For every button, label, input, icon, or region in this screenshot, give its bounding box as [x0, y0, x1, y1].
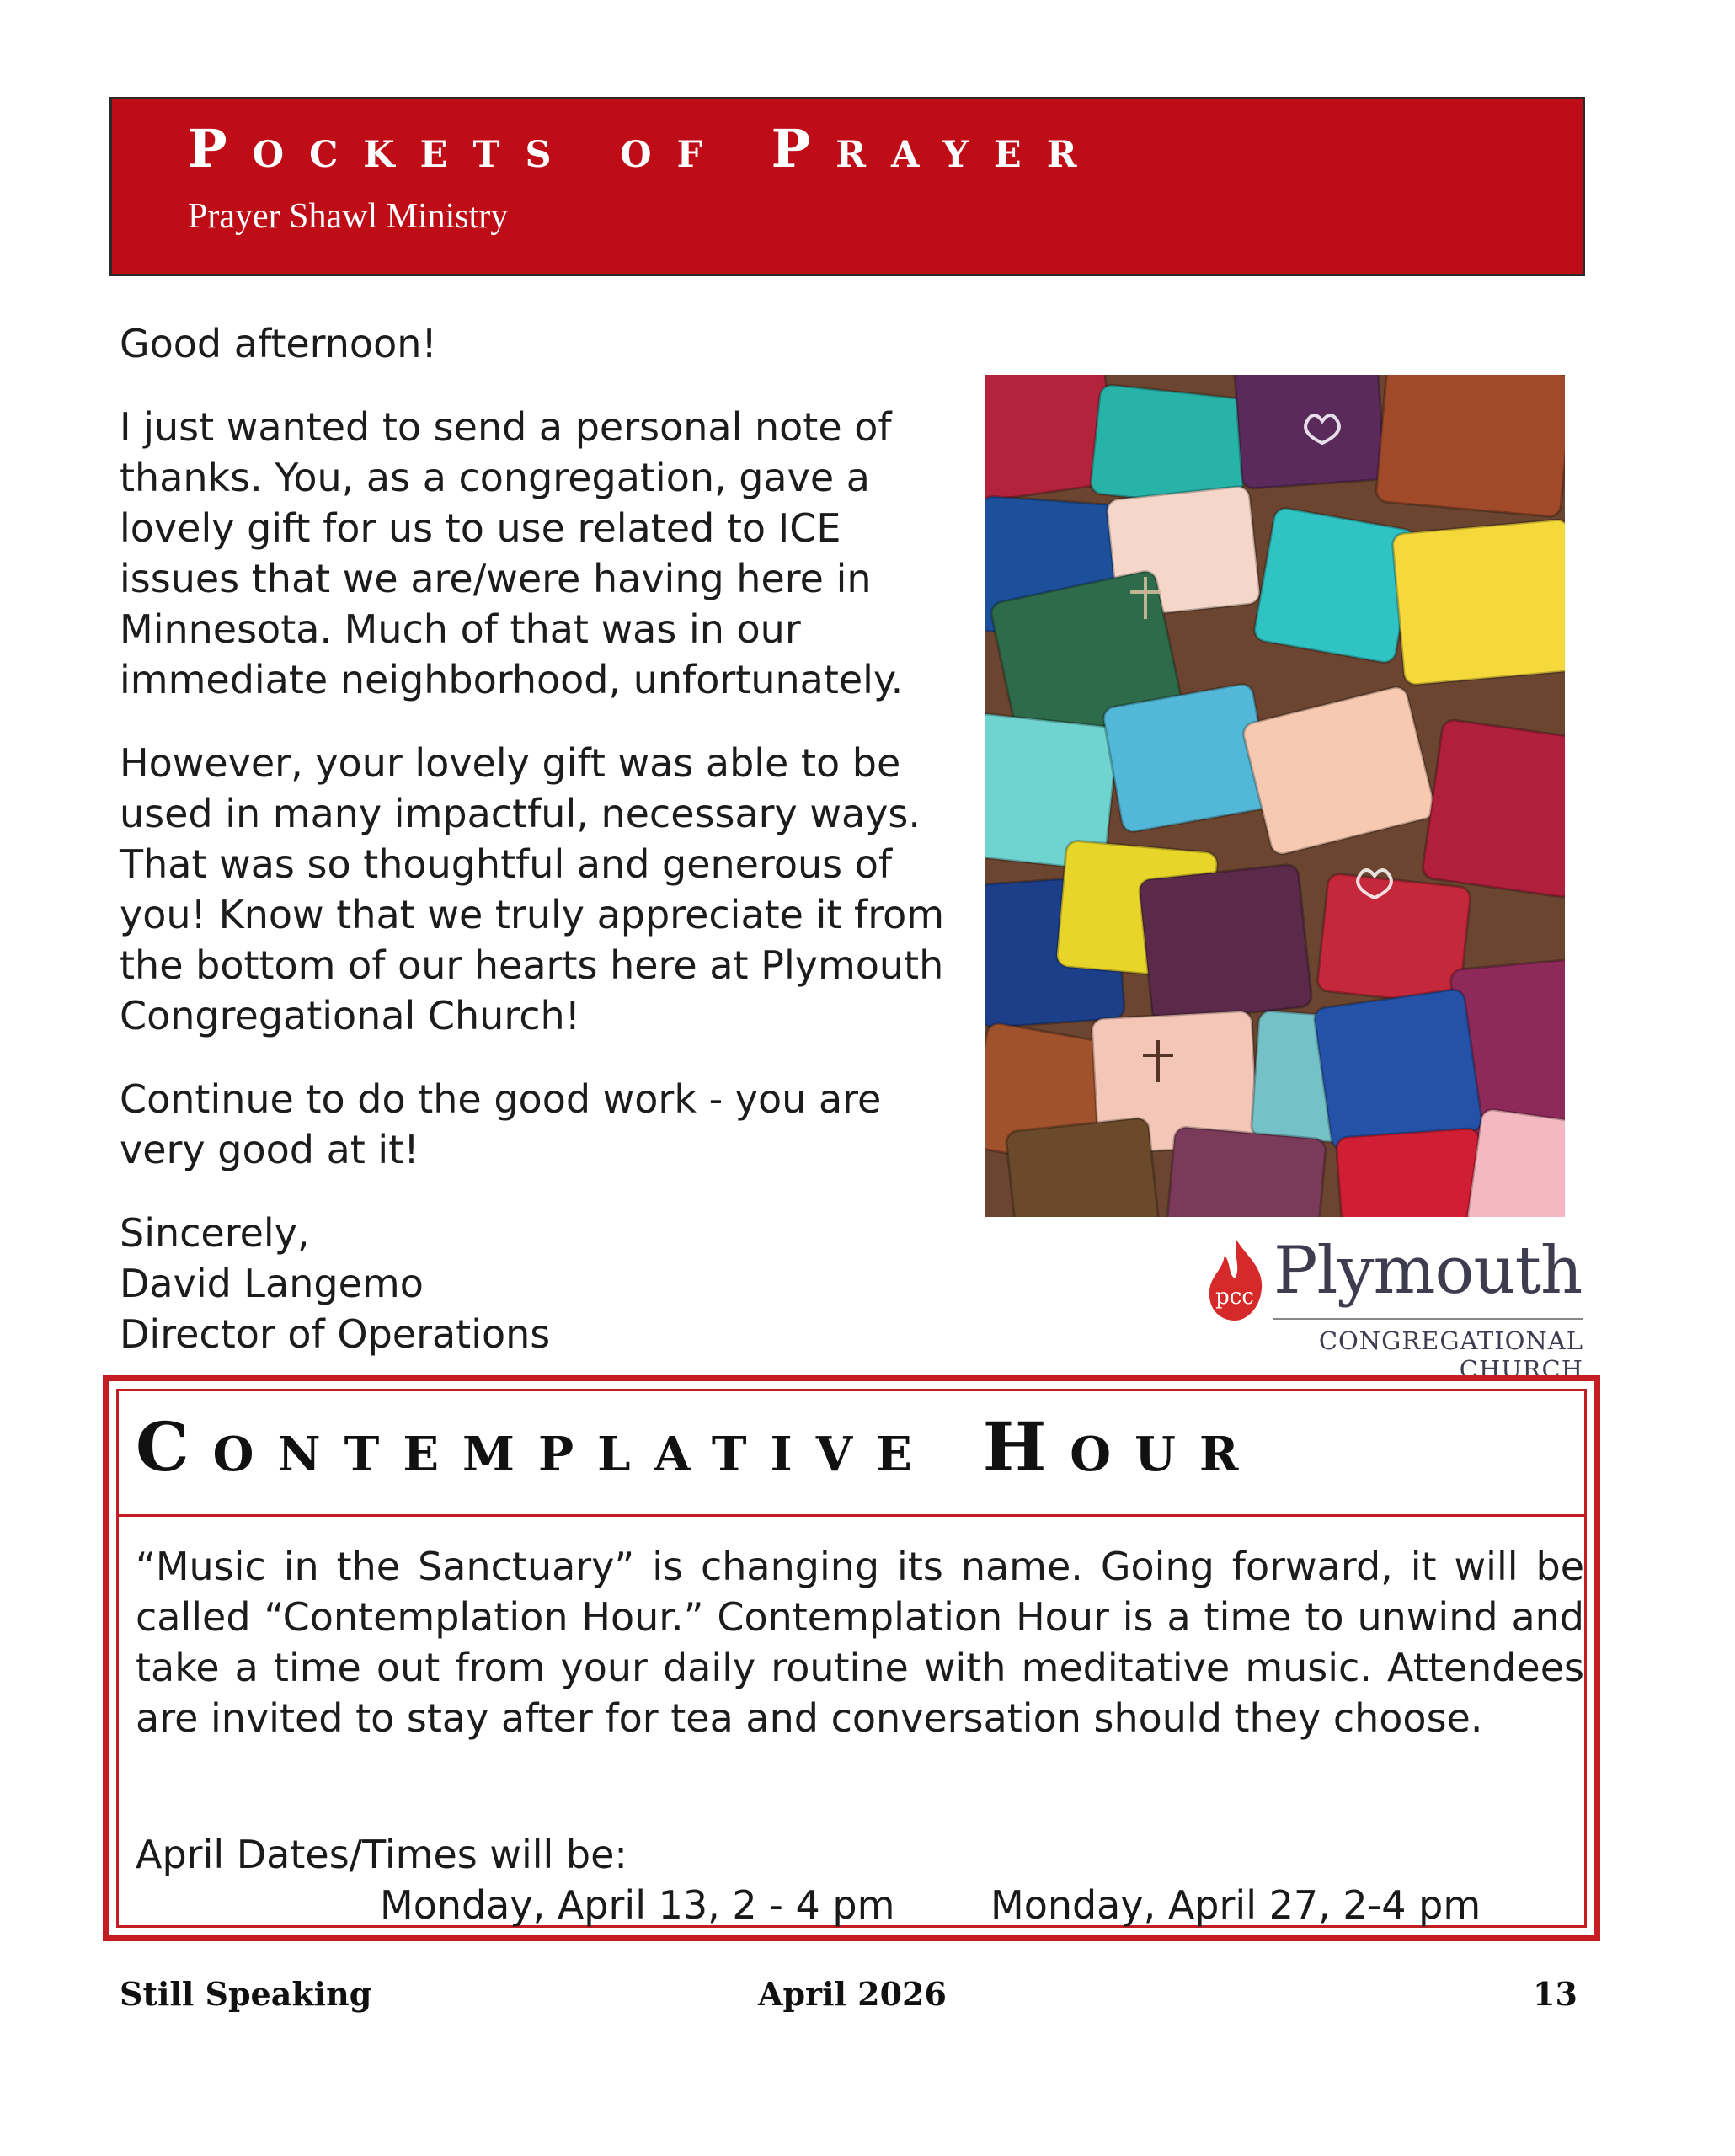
svg-text:pcc: pcc — [1215, 1284, 1254, 1310]
dates-label: April Dates/Times will be: — [136, 1832, 627, 1877]
letter-greeting: Good afternoon! — [120, 321, 437, 366]
thank-you-letter — [120, 318, 953, 1359]
knitted-pockets-image — [985, 375, 1565, 1217]
event-date: Monday, April 13, 2 - 4 pm — [380, 1882, 895, 1928]
footer-page-number: 13 — [1533, 1975, 1578, 2013]
event-date: Monday, April 27, 2-4 pm — [990, 1882, 1481, 1928]
banner-subtitle: Prayer Shawl Ministry — [188, 197, 509, 236]
letter-paragraph: I just wanted to send a personal note of thanks. You, as a congregation, gave a lovely gift for us to use related to ICE issues that we are/were having here in Minnesota. Much of that was in our immediate neighborhood, unfortunately. — [120, 404, 904, 702]
contemplative-hour-title: Contemplative Hour — [136, 1407, 1263, 1486]
letter-paragraph: Continue to do the good work - you are very good at it! — [120, 1076, 882, 1172]
letter-signer-role: Director of Operations — [120, 1311, 551, 1357]
plymouth-logo — [1203, 1233, 1583, 1384]
logo-name: Plymouth — [1273, 1233, 1583, 1309]
section-banner — [109, 97, 1585, 276]
prayer-pockets-photo — [985, 375, 1565, 1217]
contemplative-hour-section — [103, 1375, 1600, 1941]
letter-signer-name: David Langemo — [120, 1261, 424, 1306]
logo-divider — [1273, 1318, 1583, 1320]
letter-paragraph: However, your lovely gift was able to be used in many impactful, necessary ways. That was so thoughtful and generous of you! Know that we truly appreciate it from the bottom of our hearts here at Plymouth Congregational Church! — [120, 740, 945, 1038]
contemplative-hour-inner-border — [116, 1389, 1587, 1928]
contemplative-hour-body — [136, 1541, 1584, 1743]
footer-publication: Still Speaking — [120, 1975, 372, 2013]
letter-closing: Sincerely, — [120, 1210, 310, 1256]
flame-icon — [1203, 1238, 1270, 1322]
title-divider — [119, 1514, 1584, 1517]
footer-issue-date: April 2026 — [758, 1975, 947, 2013]
banner-title: Pockets of Prayer — [188, 118, 1102, 179]
logo-subtitle: CONGREGATIONAL CHURCH — [1318, 1326, 1583, 1384]
contemplative-hour-description: “Music in the Sanctuary” is changing its name. Going forward, it will be called “Contemplation Hour.” Contemplation Hour is a time to unwind and take a time out from your daily routine with meditative music. Attendees are invited to stay after for tea and conversation should they choose. — [136, 1544, 1584, 1741]
